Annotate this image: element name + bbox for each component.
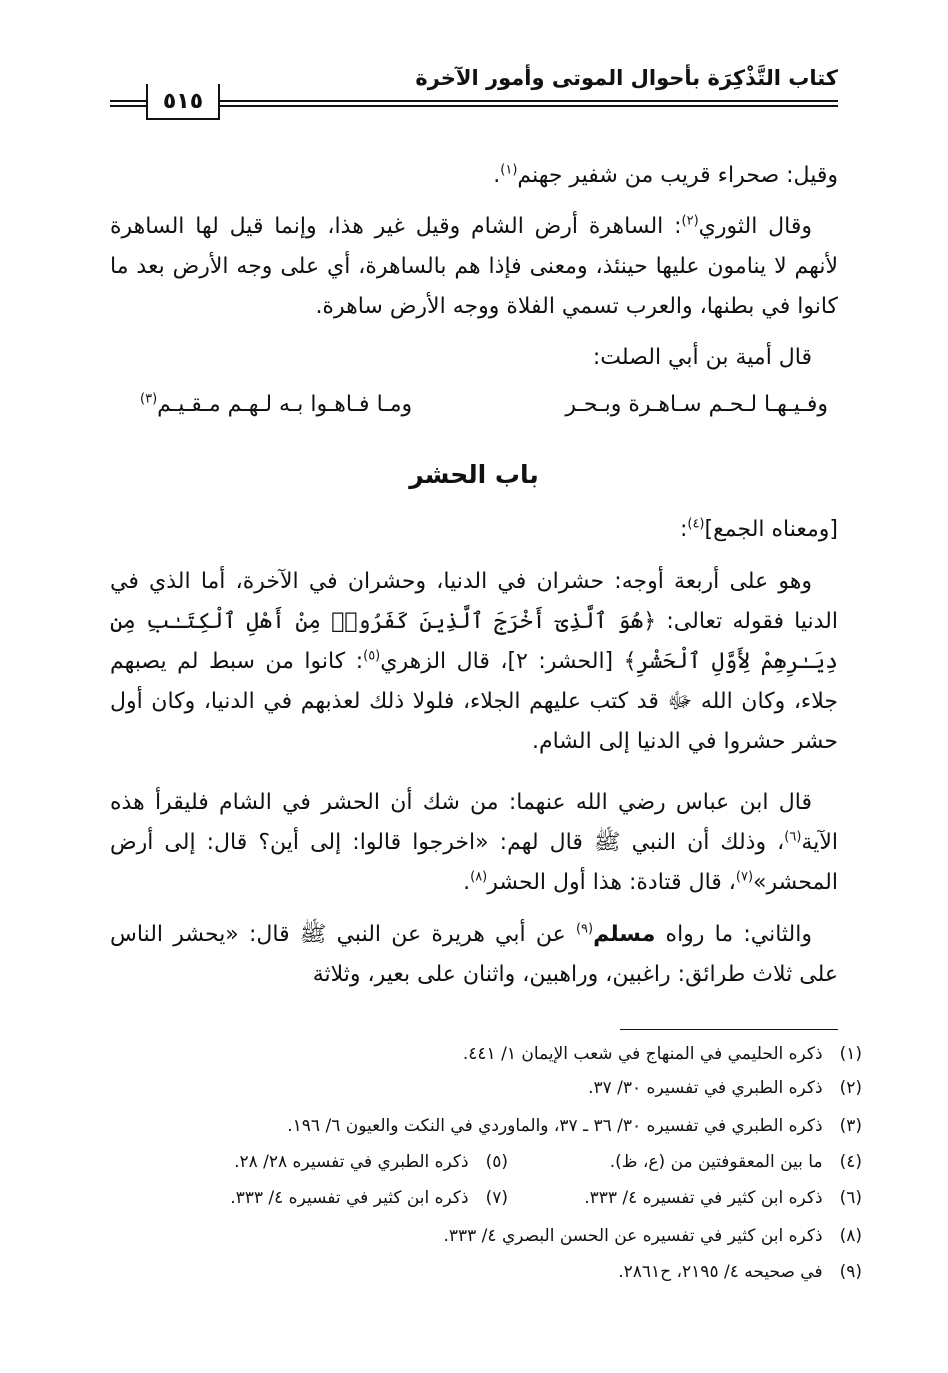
paragraph-5-start: وهو على أربعة أوجه: حشران في الدنيا، وحشران في الآخرة، أما الذي في الدنيا فقوله تعالى:: [110, 569, 838, 634]
paragraph-2: [110, 207, 838, 327]
footnote-1-num: (١): [839, 1044, 862, 1064]
footnote-7-text: ذكره ابن كثير في تفسيره ٤/ ٣٣٣.: [230, 1188, 469, 1208]
page-number: [146, 84, 220, 120]
section-heading: باب الحشر: [409, 460, 539, 489]
footnote-ref-2: (٢): [681, 213, 699, 229]
footnote-8-text: ذكره ابن كثير في تفسيره عن الحسن البصري ٤/ ٣٣٣.: [443, 1226, 823, 1246]
footnote-7-num: (٧): [485, 1188, 508, 1208]
paragraph-3-text: قال أمية بن أبي الصلت:: [592, 345, 812, 370]
footnote-4-text: ما بين المعقوفتين من (ع، ظ).: [609, 1152, 823, 1172]
footnote-ref-6: (٦): [784, 829, 802, 845]
paragraph-3: [110, 338, 838, 378]
footnote-5-num: (٥): [485, 1152, 508, 1172]
paragraph-2-text: : الساهرة أرض الشام وقيل غير هذا، وإنما قيل لها الساهرة لأنهم لا ينامون عليها حينئذ، ومعنى فإذا هم بالساهرة، أي على وجه الأرض بعد ما كانوا في بطنها، والعرب تسمي الفلاة ووجه الأرض ساهرة.: [110, 214, 838, 319]
footnote-ref-4: (٤): [687, 516, 705, 532]
paragraph-5-text: : كانوا من سبط لم يصبهم جلاء، وكان الله ﷻ قد كتب عليهم الجلاء، فلولا ذلك لعذبهم في الدنيا، وكان أول حشر حشروا في الدنيا إلى الشام.: [110, 649, 838, 754]
footnote-3: [287, 1116, 862, 1136]
footnote-9: [618, 1262, 862, 1282]
footnote-ref-3: (٣): [140, 391, 158, 407]
paragraph-1-text: وقيل: صحراء قريب من شفير جهنم: [517, 163, 838, 188]
footnote-8: [443, 1226, 862, 1246]
footnote-9-num: (٩): [839, 1262, 862, 1282]
footnote-6: [584, 1188, 862, 1208]
paragraph-7: [110, 915, 838, 995]
paragraph-6: [110, 783, 838, 903]
footnote-1: [463, 1044, 862, 1064]
paragraph-1-end: .: [493, 163, 501, 188]
verse-first-hemistich: وفـيـهـا لـحـم سـاهـرة وبـحـر: [565, 392, 828, 417]
footnote-4: [610, 1152, 862, 1172]
footnote-5: [234, 1152, 508, 1172]
paragraph-7-text: عن أبي هريرة عن النبي ﷺ قال: «يحشر الناس على ثلاث طرائق: راغبين، وراهبين، واثنان على بعير، وثلاثة: [110, 922, 838, 987]
paragraph-2-start: وقال الثوري: [698, 214, 813, 239]
paragraph-6-qatada: ، قال قتادة: هذا أول الحشر: [487, 870, 736, 895]
paragraph-6-end: .: [463, 870, 471, 895]
quran-verse: ﴿هُوَ ٱلَّذِىٓ أَخْرَجَ ٱلَّذِينَ كَفَرُوا۟ مِنْ أَهْلِ ٱلْكِتَـٰبِ مِن دِيَـٰرِهِمْ لِأَوَّلِ ٱلْحَشْرِ﴾: [110, 609, 838, 674]
paragraph-6-start: قال ابن عباس رضي الله عنهما: من شك أن الحشر في الشام فليقرأ هذه الآية: [110, 790, 838, 855]
footnote-ref-5: (٥): [363, 648, 381, 664]
footnote-ref-8: (٨): [470, 869, 488, 885]
footnote-4-num: (٤): [839, 1152, 862, 1172]
paragraph-4-text: [ومعناه الجمع]: [704, 517, 838, 542]
footnote-5-text: ذكره الطبري في تفسيره ٢٨/ ٢٨.: [234, 1152, 469, 1172]
paragraph-5-citation: [الحشر: ٢]، قال الزهري: [380, 649, 624, 674]
paragraph-7-start: والثاني: ما رواه: [655, 922, 812, 947]
footnote-6-text: ذكره ابن كثير في تفسيره ٤/ ٣٣٣.: [584, 1188, 823, 1208]
footnote-3-num: (٣): [839, 1116, 862, 1136]
footnote-ref-7: (٧): [735, 869, 754, 885]
footnote-6-num: (٦): [839, 1188, 862, 1208]
footnote-8-num: (٨): [839, 1226, 862, 1246]
paragraph-5: [110, 562, 838, 762]
paragraph-7-bold: مسلم: [593, 922, 656, 947]
footnote-2-num: (٢): [839, 1078, 862, 1098]
footnote-ref-9: (٩): [575, 921, 594, 937]
footnote-3-text: ذكره الطبري في تفسيره ٣٠/ ٣٦ ـ ٣٧، والماوردي في النكت والعيون ٦/ ١٩٦.: [287, 1116, 823, 1136]
footnote-1-text: ذكره الحليمي في المنهاج في شعب الإيمان ١/ ٤٤١.: [462, 1044, 823, 1064]
paragraph-6-text: ، وذلك أن النبي ﷺ قال لهم: «اخرجوا قالوا: إلى أين؟ قال: إلى أرض المحشر»: [110, 830, 838, 895]
paragraph-1: [110, 156, 838, 196]
running-header-title: كتاب التَّذْكِرَة بأحوال الموتى وأمور الآخرة: [415, 66, 838, 90]
paragraph-4: [110, 510, 838, 550]
paragraph-4-end: :: [679, 517, 688, 542]
footnote-2: [588, 1078, 862, 1098]
footnote-separator: [620, 1029, 838, 1030]
verse-second-hemistich: ومـا فـاهـوا بـه لـهـم مـقـيـم: [157, 392, 413, 417]
footnote-7: [230, 1188, 508, 1208]
footnote-ref-1: (١): [500, 162, 518, 178]
footnote-2-text: ذكره الطبري في تفسيره ٣٠/ ٣٧.: [588, 1078, 823, 1098]
footnote-9-text: في صحيحه ٤/ ٢١٩٥، ح٢٨٦١.: [618, 1262, 823, 1282]
page-number-text: ٥١٥: [162, 88, 204, 114]
verse-second-hemistich-wrap: [140, 392, 412, 417]
